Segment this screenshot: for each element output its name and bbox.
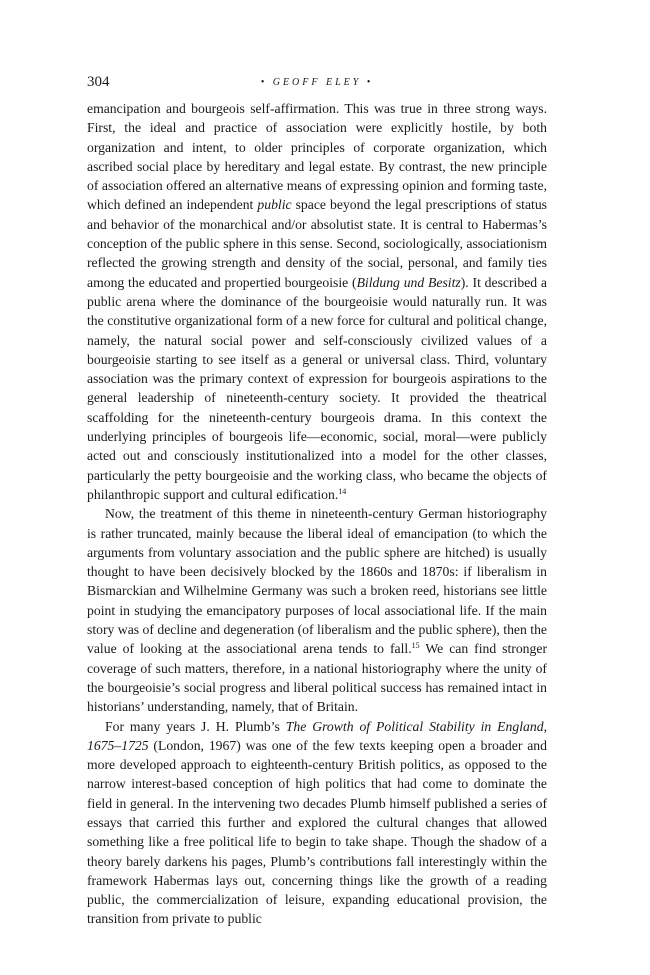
text-run: Now, the treatment of this theme in nineteenth-century German historiography is rather truncated, mainly because the liberal ideal of emancipation (to which the arguments from voluntary association and the public sphere are hitched) is usually thought to have been decisively blocked by the 1860s and 1870s: if liberalism in Bismarckian and Wilhelmine Germany was such a broken reed, historians see little point in studying the emancipatory purposes of local associational life. If the main story was of decline and degeneration (of liberalism and the public sphere), then the value of looking at the associational arena tends to fall. (87, 506, 547, 657)
italic-run: The Growth of Political Stability in England, 1675–1725 (87, 718, 547, 753)
text-run: We can find stronger coverage of such matters, therefore, in a national historiography where the unity of the bourgeoisie’s social progress and liberal political success has remained intact in historians’ understanding, namely, that of Britain. (87, 641, 548, 715)
text-run: emancipation and bourgeois self-affirmation. This was true in three strong ways. First, the ideal and practice of association were explicitly hostile, by both organization and intent, to older principles of corporate organization, which ascribed social place by hereditary and legal estate. By contrast, the new principle of association offered an alternative means of expressing opinion and forming taste, which defined an independent (87, 101, 547, 213)
footnote-ref: 14 (338, 486, 347, 496)
text-run: space beyond the legal prescriptions of status and behavior of the monarchical and/or absolutist state. It is central to Habermas’s conception of the public sphere in this sense. Second, sociologically, associationism reflected the growing strength and density of the social, personal, and family ties among the educated and propertied bourgeoisie ( (87, 197, 547, 290)
paragraph-2 (87, 504, 547, 716)
paragraph-3 (87, 717, 547, 929)
page-header (87, 72, 547, 92)
text-run: (London, 1967) was one of the few texts keeping open a broader and more developed approach to eighteenth-century British politics, as opposed to the narrow interest-based conception of high politics that had come to dominate the field in general. In the intervening two decades Plumb himself published a series of essays that carried this further and explored the cultural changes that allowed something like a free political life to begin to take shape. Though the shadow of a theory barely darkens his pages, Plumb’s contributions fall interestingly within the framework Habermas lays out, concerning things like the growth of a reading public, the commercialization of leisure, expanding educational provision, the transition from private to public (87, 737, 547, 927)
italic-run: public (257, 197, 292, 213)
paragraph-1 (87, 99, 547, 504)
running-head: • GEOFF ELEY • (260, 77, 374, 88)
italic-run: Bildung und Besitz (356, 274, 461, 290)
text-run: For many years J. H. Plumb’s (105, 718, 286, 734)
page-number: 304 (87, 74, 110, 90)
footnote-ref: 15 (411, 641, 420, 651)
text-run: ). It described a public arena where the dominance of the bourgeoisie would naturally run. It was the constitutive organizational form of a new force for cultural and political change, namely, the natural social power and self-consciously civilized values of a bourgeoisie starting to see itself as a general or universal class. Third, voluntary association was the primary context of expression for bourgeois aspirations to the general leadership of nineteenth-century society. It provided the theatrical scaffolding for the nineteenth-century bourgeois drama. In this context the underlying principles of bourgeois life—economic, social, moral—were publicly acted out and consciously institutionalized into a model for the other classes, particularly the petty bourgeoisie and the working class, who became the objects of philanthropic support and cultural edification. (87, 274, 547, 502)
body-text (87, 99, 547, 929)
